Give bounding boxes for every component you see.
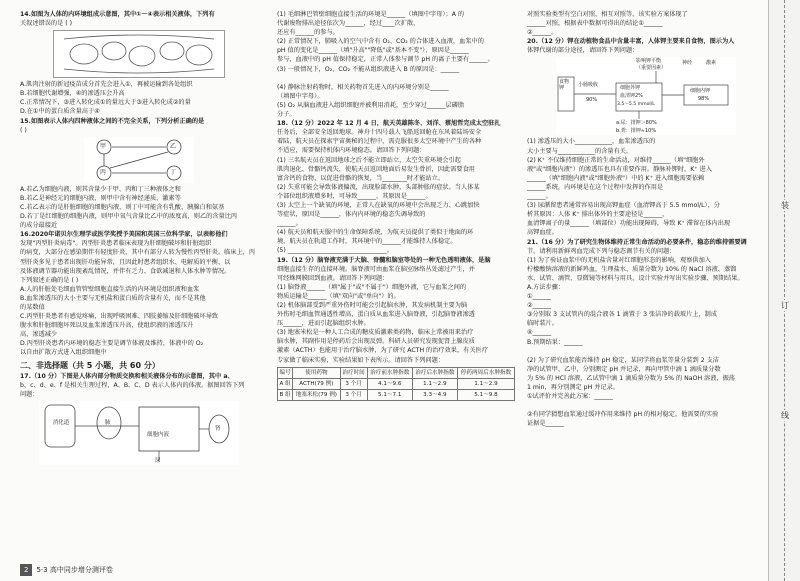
q15-line: 15.如图表示人体内四种液体之间的不完全关系，下列分析正确的是 bbox=[20, 117, 205, 125]
q18-line: 肌肉退化、骨骼钙流失，使航天员返回地面后易发生骨折，因此需要食用 bbox=[277, 165, 475, 173]
table-header: 治疗时间 bbox=[340, 367, 367, 378]
label-feces-k: b.粪：排钾≈10% bbox=[616, 128, 657, 135]
q15-option-c: C.若乙表示的是肝脏细胞的细胞内液，则丁中可能含有乳酸、胰腺白和氨基 bbox=[20, 203, 225, 211]
binding-strip bbox=[768, 0, 800, 581]
label-nerve: 神经 bbox=[682, 60, 693, 67]
label-98: 98% bbox=[698, 96, 710, 103]
q21-line: 1 min，再分别测定 pH 并记录。 bbox=[527, 384, 619, 391]
table-cell: 5.1～7.1 bbox=[367, 389, 412, 400]
q20-line: 体钾代谢的部分途径，请回答下列问题： bbox=[527, 47, 639, 55]
q20-line: 20.（12 分）钾在动植物食品中含量丰富，人体钾主要来自食物，图示为人 bbox=[527, 38, 735, 46]
node-bing: 丙 bbox=[100, 168, 107, 176]
table-cell: 3 个月 bbox=[340, 378, 367, 389]
q16-option: A.人的肝脏处毛细血管管壁细胞直接生活的内环境是组织液和血浆 bbox=[20, 285, 200, 293]
column-left bbox=[20, 10, 258, 558]
binding-label-mid: 订 bbox=[778, 300, 792, 311]
q17-sub: pH 值的变化是______（填"升高""降低"或"基本不变"），原因是______ bbox=[277, 47, 469, 55]
q19-line: 激素（ACTH）也能用于治疗脑水肿，为了研究 ACTH 的治疗效果，有关医疗 bbox=[277, 347, 488, 355]
q15-option-d: D.若丁是红细胞的细胞内液，则甲中氧气含量比乙中的浓度高，则乙的含量比丙 bbox=[20, 213, 238, 221]
q20-sub: 大小主要与____________的含量有关。 bbox=[527, 147, 633, 155]
q21-line: 证据是______ bbox=[527, 420, 565, 428]
q16-line: 16.2020年诺贝尔生理学或医学奖授予美国和英国三位科学家，以表彰他们 bbox=[20, 231, 228, 239]
q20-sub: ______系统，内环境是在这个过程中发挥的作用是 bbox=[527, 183, 664, 191]
q18-line: ______。 bbox=[277, 220, 302, 228]
table-header-row bbox=[278, 367, 515, 378]
exchange-figure bbox=[39, 401, 239, 465]
label-extracellular-k: 细胞外钾 bbox=[620, 85, 641, 92]
q16-line: 型肝炎多见于患者出现肝功能异常，且因此时患者组织水、电解质的平衡、以 bbox=[20, 258, 231, 266]
label-serum-range: 3.5～5.5 mmol/L bbox=[617, 102, 655, 108]
q18-line: (4) 航天员和航天服中的生命保障系统，为航天员提供了类似于地面的环 bbox=[277, 229, 474, 237]
label-intracellular-k: 细胞内钾 bbox=[690, 88, 711, 95]
q21-line: 节。请利用新鲜鸡血完成下列与稳态调节有关的问题： bbox=[527, 247, 676, 255]
q18-line: 富含钙的食物，以促进骨骼的恢复，当________时才能站立。 bbox=[277, 174, 445, 182]
q16-option: 高，渗透减少 bbox=[20, 331, 58, 339]
q18-line: 着陆，航天员在探索宇宙奥秘的过程中，需克服很多太空环境中产生的各种 bbox=[277, 138, 482, 146]
q21-line: 净的试管甲、乙中，分别测定 pH 并记录，再向甲管中滴 1 滴质量分数 bbox=[527, 365, 721, 373]
q14-option-d: D.在①中的蛋白质含量高于④ bbox=[20, 108, 100, 116]
table-cell: 1.1～2.9 bbox=[457, 378, 514, 389]
experiment-table bbox=[277, 367, 515, 401]
q16-line: 下列叙述正确的是 ( ) bbox=[20, 276, 79, 284]
q20-sub: 析其原因：人体 K⁺ 排出体外的主要途径是______， bbox=[527, 211, 669, 219]
node-ding: 丁 bbox=[170, 168, 177, 176]
table-cell: B 组 bbox=[278, 389, 293, 400]
page-number: 2 bbox=[20, 564, 32, 576]
q15-option-a: A.若乙为细胞内液，则其含量少于甲、丙和丁三种液体之和 bbox=[20, 185, 181, 193]
q16-option: C.丙型肝炎患者有感觉疼痛，出现呼吸困难、四肢萎缩及肝细胞破坏导致 bbox=[20, 313, 219, 321]
q16-line: 及体液调节器功能出现紊乱情况，并伴有乏力、食欲减退和人体水肿等情况。 bbox=[20, 267, 231, 275]
cell-tissue-figure bbox=[53, 30, 225, 78]
q21-line: 临时装片。 bbox=[527, 320, 558, 328]
q19-line: (2) 机体脑部受到严重外伤时可能会引起脑水肿，其发病机制主要为脑 bbox=[277, 302, 468, 309]
label-lung: 肺 bbox=[105, 419, 111, 426]
tissue-diagram bbox=[54, 31, 224, 77]
q20-sub: (1) 渗透压的大小____________，血浆渗透压的 bbox=[527, 138, 656, 146]
q19-line: 外伤时毛细血管通透性增高，蛋白质从血浆进入脑脊液，引起脑脊液渗透 bbox=[277, 311, 475, 319]
table-cell: 地塞米松(79 例) bbox=[293, 389, 340, 400]
q21-line: 柠檬酸钠溶液的新鲜鸡血，生理盐水、质量分数为 10% 的 NaCl 溶液、蒸馏 bbox=[527, 265, 737, 273]
table-header: 治疗后水肿指数 bbox=[412, 367, 457, 378]
q21-line: ②______ bbox=[527, 302, 552, 310]
label-absorb: 小肠吸收 bbox=[578, 82, 599, 89]
q19-line: 专家做了临床实验，实验结果如下表所示。请回答下列问题： bbox=[277, 356, 445, 364]
q18-line: 任务后，全部安全返回地球。神舟十四号载人飞船返回舱在东风着陆场安全 bbox=[277, 129, 482, 137]
q19-tail: 对照实验类型有空白对照、相互对照等，该实验方案体现了 bbox=[527, 11, 688, 18]
label-important: （重要因素） bbox=[636, 65, 667, 72]
label-serum-k: 血清钾2% bbox=[620, 93, 643, 100]
q17-sub bbox=[277, 74, 515, 83]
q19-line: 压______，进而引起脑组织水肿。 bbox=[277, 320, 370, 328]
fluid-relation-figure bbox=[84, 137, 194, 183]
potassium-figure bbox=[556, 57, 736, 135]
q20-sub: (2) K⁺ 不仅维持细胞正常的生命活动，对维持______（填"细胞外 bbox=[527, 156, 705, 164]
table-header: 使用药物 bbox=[293, 367, 340, 378]
q21-line: 水、试管、滴管、显微镜等材料与用具，设计实验并写出实验步骤、预期结果。 bbox=[527, 274, 744, 282]
q15-option-b: B.若乙是神经元的细胞内液，则甲中含有神经递质、激素等 bbox=[20, 194, 181, 202]
q17-sub: (1) 毛细淋巴管壁细胞直接生活的环境是______（填图中字母）；A 的 bbox=[277, 11, 465, 18]
table-row bbox=[278, 378, 515, 389]
q20-sub: 血清钾离子的量______（填部位）功能出现障碍，导致 K⁺ 滞留在体内出现 bbox=[527, 220, 731, 228]
q18-line: (1) 三名航天员在返回地球之后不能立即站立，太空失重环境会引起 bbox=[277, 156, 461, 164]
column-right bbox=[527, 10, 765, 570]
q18-line: 等症状，原因是______，体内内环境的稳态失调导致的 bbox=[277, 211, 426, 219]
table-row bbox=[278, 389, 515, 400]
table-cell: 3.3～4.9 bbox=[412, 389, 457, 400]
q21-line bbox=[527, 401, 765, 410]
q21-line: 为 5% 的 HCl 溶液，乙试管中滴 1 滴质量分数为 5% 的 NaOH 溶液，振荡 bbox=[527, 374, 735, 382]
table-header: 停药两周后水肿指数 bbox=[457, 367, 514, 378]
label-kidney: 肾 bbox=[215, 425, 221, 432]
q21-line: 21.（16 分）为了研究生物体维持正常生命活动的必要条件，稳态的维持需要调 bbox=[527, 238, 747, 246]
table-cell: 5.1～9.8 bbox=[457, 389, 514, 400]
q17-line: b、c、d、e、f 是相关生理过程，A、B、C、D 表示人体内的体液。据图回答下列 bbox=[20, 381, 245, 389]
q18-line: 境，航天员在轨道工作时，其环境中的______才能维持人体稳定。 bbox=[277, 238, 457, 246]
binding-label-bottom: 线 bbox=[778, 410, 792, 421]
label-urine: 尿 bbox=[155, 457, 161, 464]
q17-line: 17.（10 分）下图是人体内部分物质交换和相关液体分布的示意图，其中 a、 bbox=[20, 372, 234, 380]
q19-line: 19.（12 分）脑脊液充满于大脑、脊髓和脑室等处的一种无色透明液体，是脑 bbox=[277, 256, 491, 264]
q16-option: B.血浆渗透压的大小主要与无机盐和蛋白质的含量有关，而不是其他 bbox=[20, 294, 206, 302]
q19-line: (1) 脑脊液______（填"属于"或"不属于"）细胞外液，它与血浆之间的 bbox=[277, 283, 467, 291]
q20-sub: 液"或"细胞内液"）的渗透压也具有重要作用。静脉补钾时，K⁺ 进入 bbox=[527, 165, 712, 173]
q21-line: ①试评价并完善此方案：______ bbox=[527, 393, 613, 401]
q19-line: (3) 地塞米松是一种人工合成的糖皮质激素类药物，临床上常被用来治疗 bbox=[277, 329, 474, 337]
q16-line: 发现"丙型肝炎病毒"。丙型肝炎患者临床表现为肝细胞破坏和肝脏组织 bbox=[20, 240, 212, 248]
label-90: 90% bbox=[586, 97, 598, 104]
exchange-diagram bbox=[39, 401, 239, 465]
q21-line: ③分别取 3 支试管内的混合液各 1 滴置于 3 张洁净的载玻片上，制成 bbox=[527, 311, 718, 319]
label-cell-fluid: 细胞内液 bbox=[147, 431, 170, 438]
q19-line: 可经蛛网膜回到血液。请回答下列问题： bbox=[277, 274, 389, 282]
q20-sub: ______（填"细胞内液"或"细胞外液"）中的 K⁺ 进入细胞需要依赖 bbox=[527, 174, 705, 182]
q19-line: 细胞直接生存的直接环境。脑脊液可由血浆在脑室脉络丛处滤过产生，并 bbox=[277, 265, 475, 273]
q21-line: ①______ bbox=[527, 293, 552, 301]
q20-sub: ______。 bbox=[527, 193, 552, 201]
table-cell: A 组 bbox=[278, 378, 293, 389]
q18-line: (5) ________________________________。 bbox=[277, 247, 393, 255]
q14-line: 14.如图为人体的内环境组成示意图，其中①～④表示相关液体，下列有 bbox=[20, 11, 215, 18]
q17-sub: (3) 一般情况下，O₂、CO₂ 不能从组织液进入 B 的原因是：______ bbox=[277, 65, 460, 73]
q17-sub: 分子。 bbox=[277, 111, 296, 119]
q15-option-d: 的成分最接近 bbox=[20, 222, 58, 230]
q16-option: 的某数值 bbox=[20, 303, 45, 311]
table-cell: 1.1～2.9 bbox=[412, 378, 457, 389]
page-footer bbox=[20, 564, 113, 576]
q18-line: (2) 失重可能会导致体液偏流，出现脸部水肿，头部肿胀的症状。当人体某 bbox=[277, 183, 480, 191]
column-middle bbox=[277, 10, 515, 570]
label-hormone: 激素 bbox=[706, 60, 717, 67]
q17-sub: （填图中字母）。 bbox=[277, 92, 324, 100]
table-header: 治疗前水肿指数 bbox=[367, 367, 412, 378]
q20-sub: (3) 尿潴留患者通常容易出现高钾血症（血清钾高于 5.5 mmol/L），分 bbox=[527, 202, 720, 210]
q17-sub: 代谢废物排出途径依次为______，经过____次扩散， bbox=[277, 20, 420, 28]
node-jia: 甲 bbox=[100, 142, 107, 150]
table-cell: 3 个月 bbox=[340, 389, 367, 400]
table-header: 编号 bbox=[278, 367, 293, 378]
q18-line: 18.（12 分）2022 年 12 月 4 日，航天英雄陈冬、刘洋、蔡旭哲完成太空驻扎 bbox=[277, 120, 501, 128]
label-factor: 影响钾平衡 bbox=[636, 58, 662, 65]
q17-line: 问题： bbox=[20, 390, 39, 398]
q14-option-a: A.肌肉注射的新冠疫苗成分首先会进入①，再被运输到各处组织 bbox=[20, 81, 193, 89]
q17-sub: (4) 静脉注射药物时，相关药物首先进入的内环境分别是______ bbox=[277, 83, 449, 91]
label-food-k: 食物钾 bbox=[559, 79, 570, 92]
label-digestive: 消化道 bbox=[52, 419, 70, 426]
q19-line: 物质运输是______（填"双向"或"单向"）的。 bbox=[277, 292, 400, 300]
q21-line: A.方法步骤： bbox=[527, 283, 565, 291]
node-yi: 乙 bbox=[170, 142, 177, 150]
table-cell: 4.1～9.6 bbox=[367, 378, 412, 389]
cut-line bbox=[784, 0, 785, 581]
q21-line: ④______ bbox=[527, 329, 552, 337]
table-cell: ACTH(79 例) bbox=[293, 378, 340, 389]
q21-line: ②有同学猜想血浆通过缓冲作用来维持 pH 的相对稳定，他需要的实验 bbox=[527, 411, 719, 419]
q18-line: 不适应，需要保持机体内环境稳态。请回答下列问题： bbox=[277, 147, 426, 155]
q21-line bbox=[527, 347, 765, 356]
book-title: 5·3 高中同步增分测评卷 bbox=[36, 566, 113, 574]
q16-line: 的病变，大部分在感染期伴有轻度肝炎，其中有部分人转为慢性丙型肝炎。临床上，丙 bbox=[20, 249, 256, 257]
q17-sub: 参与，血液中的 pH 值保持稳定，正常人体参与调节 pH 的离子主要有______。 bbox=[277, 56, 494, 64]
q14-line: 关叙述错误的是 ( ) bbox=[20, 20, 73, 28]
q16-option: D.丙型肝炎患者内环境的稳态主要是调节体液及维持，体液中的 O₂ bbox=[20, 340, 204, 348]
q18-line: (3) 太空上一个缺氧的环境，正常人在缺氧的环境中会出现乏力、心跳加快 bbox=[277, 201, 480, 209]
q19-line: 脑水肿，其副作用是停药后会出现反弹。科研人员研究发现促肾上腺皮质 bbox=[277, 338, 475, 346]
q21-line: (2) 为了研究血浆能否维持 pH 稳定，某同学将血浆等量分装到 2 支洁 bbox=[527, 356, 719, 364]
section-heading: 二、非选择题（共 5 小题，共 60 分） bbox=[20, 360, 160, 370]
q20-sub: 高钾血症。 bbox=[527, 229, 558, 237]
binding-label-top: 装 bbox=[778, 200, 792, 211]
q19-tail: ②______。 bbox=[527, 29, 558, 37]
q15-line: ( ) bbox=[20, 126, 27, 134]
q17-sub: (2) 正常情况下，肺吸入的空气中含有 O₂、CO₂ 的合体进入血液，血浆中的 bbox=[277, 38, 484, 46]
q16-option: 腹水和肝脏细胞坏死以及血浆渗透压升高，使组织液的渗透压升 bbox=[20, 322, 194, 330]
q14-option-c: C.正常情况下，③进入转化成①的量远大于③进入转化成②的量 bbox=[20, 99, 191, 107]
q18-line: 个部位组织液增多时，可导致______，其原因是______。 bbox=[277, 192, 432, 200]
q21-line: B.预期结果：______ bbox=[527, 338, 583, 346]
q16-option: 以自由扩散方式进入组织细胞中 bbox=[20, 349, 107, 357]
q17-sub: 还应有______的参与。 bbox=[277, 29, 339, 37]
label-urine-k: a.尿：排钾＞80% bbox=[616, 120, 657, 127]
q19-tail: ______对照，根据表中数据可得出的结论①______ bbox=[527, 20, 663, 28]
q21-line: (1) 为了验证血浆中的无机盐含量对红细胞形态的影响，观察供加入 bbox=[527, 256, 711, 264]
q17-sub: (5) O₂ 从脑血液进入组织细胞并被利用消耗，至少穿过______层磷脂 bbox=[277, 101, 465, 109]
q14-option-b: B.若细胞代谢增强，④的渗透压会升高 bbox=[20, 90, 125, 98]
